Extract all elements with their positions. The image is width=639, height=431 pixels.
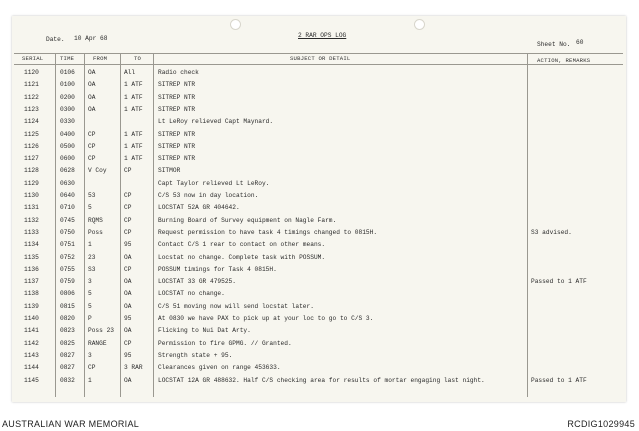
table-row	[0, 377, 639, 387]
from-cell: 5	[88, 204, 92, 212]
table-row	[0, 118, 639, 128]
from-cell: 3	[88, 278, 92, 286]
from-cell: RQMS	[88, 216, 103, 224]
sheet-label: Sheet No.	[537, 41, 571, 48]
to-cell: 1 ATF	[124, 155, 143, 163]
time-cell: 0751	[60, 241, 75, 249]
detail-cell: LOCSTAT 33 GR 479525.	[158, 278, 236, 286]
from-cell: 5	[88, 302, 92, 310]
table-row	[0, 69, 639, 79]
detail-cell: Request permission to have task 4 timings changed to 0815H.	[158, 228, 378, 236]
table-row	[0, 364, 639, 374]
detail-cell: Locstat no change. Complete task with POSSUM.	[158, 253, 326, 261]
header-top-rule	[14, 53, 623, 54]
time-cell: 0827	[60, 364, 75, 372]
detail-cell: Clearances given on range 453633.	[158, 364, 281, 372]
from-cell: CP	[88, 142, 96, 150]
from-cell: RANGE	[88, 339, 107, 347]
punch-hole-left	[230, 19, 241, 30]
detail-cell: SITREP NTR	[158, 81, 196, 89]
serial-cell: 1122	[24, 93, 39, 101]
to-cell: 3 RAR	[124, 364, 143, 372]
serial-cell: 1137	[24, 278, 39, 286]
from-cell: V Coy	[88, 167, 107, 175]
date-value: 10 Apr 68	[74, 35, 108, 42]
from-cell: 1	[88, 241, 92, 249]
table-row	[0, 254, 639, 264]
column-header-serial: SERIAL	[22, 55, 44, 62]
detail-cell: Burning Board of Survey equipment on Nagle Farm.	[158, 216, 337, 224]
to-cell: OA	[124, 327, 132, 335]
table-row	[0, 81, 639, 91]
time-cell: 0600	[60, 155, 75, 163]
from-cell: OA	[88, 93, 96, 101]
time-cell: 0640	[60, 192, 75, 199]
footer-archive-name: AUSTRALIAN WAR MEMORIAL	[2, 419, 140, 429]
to-cell: CP	[124, 167, 132, 175]
sheet-value: 60	[576, 39, 584, 46]
to-cell: 1 ATF	[124, 105, 143, 113]
serial-cell: 1121	[24, 81, 39, 89]
detail-cell: Contact C/S 1 rear to contact on other means.	[158, 241, 326, 249]
from-cell: OA	[88, 69, 96, 76]
table-row	[0, 106, 639, 116]
from-cell: 53	[88, 192, 96, 199]
detail-cell: Radio check	[158, 69, 199, 76]
to-cell: All	[124, 69, 136, 76]
to-cell: OA	[124, 290, 132, 298]
serial-cell: 1136	[24, 265, 39, 273]
from-cell: CP	[88, 155, 96, 163]
action-cell: S3 advised.	[531, 228, 572, 236]
action-cell: Passed to 1 ATF	[531, 376, 587, 384]
time-cell: 0815	[60, 302, 75, 310]
detail-cell: C/S 51 moving now will send locstat later.	[158, 302, 314, 310]
to-cell: CP	[124, 216, 132, 224]
punch-hole-right	[414, 19, 425, 30]
serial-cell: 1129	[24, 179, 39, 187]
to-cell: 1 ATF	[124, 93, 143, 101]
from-cell: Poss	[88, 228, 103, 236]
table-row	[0, 315, 639, 325]
from-cell: OA	[88, 81, 96, 89]
serial-cell: 1139	[24, 302, 39, 310]
serial-cell: 1132	[24, 216, 39, 224]
serial-cell: 1128	[24, 167, 39, 175]
serial-cell: 1133	[24, 228, 39, 236]
to-cell: OA	[124, 253, 132, 261]
serial-cell: 1125	[24, 130, 39, 138]
table-row	[0, 340, 639, 350]
from-cell: 5	[88, 290, 92, 298]
table-row	[0, 217, 639, 227]
serial-cell: 1135	[24, 253, 39, 261]
to-cell: 95	[124, 241, 132, 249]
table-row	[0, 352, 639, 362]
to-cell: 1 ATF	[124, 142, 143, 150]
time-cell: 0710	[60, 204, 75, 212]
time-cell: 0827	[60, 351, 75, 359]
detail-cell: Capt Taylor relieved Lt LeRoy.	[158, 179, 270, 187]
detail-cell: LOCSTAT 12A GR 488632. Half C/S checking area for results of mortar engaging last night.	[158, 376, 485, 384]
detail-cell: SITMOR	[158, 167, 181, 175]
table-row	[0, 204, 639, 214]
to-cell: OA	[124, 278, 132, 286]
detail-cell: Flicking to Nui Dat Arty.	[158, 327, 251, 335]
serial-cell: 1131	[24, 204, 39, 212]
header-bottom-rule	[14, 64, 623, 65]
time-cell: 0106	[60, 69, 75, 76]
time-cell: 0825	[60, 339, 75, 347]
from-cell: OA	[88, 105, 96, 113]
to-cell: 1 ATF	[124, 130, 143, 138]
serial-cell: 1123	[24, 105, 39, 113]
table-row	[0, 155, 639, 165]
time-cell: 0752	[60, 253, 75, 261]
to-cell: CP	[124, 339, 132, 347]
detail-cell: At 0830 we have PAX to pick up at your loc to go to C/S 3.	[158, 315, 374, 322]
table-row	[0, 131, 639, 141]
serial-cell: 1120	[24, 69, 39, 76]
from-cell: 3	[88, 351, 92, 359]
time-cell: 0400	[60, 130, 75, 138]
time-cell: 0500	[60, 142, 75, 150]
serial-cell: 1143	[24, 351, 39, 359]
detail-cell: SITREP NTR	[158, 93, 196, 101]
column-header-subject: SUBJECT OR DETAIL	[290, 55, 351, 62]
detail-cell: Lt LeRoy relieved Capt Maynard.	[158, 118, 274, 126]
detail-cell: SITREP NTR	[158, 155, 196, 163]
time-cell: 0832	[60, 376, 75, 384]
time-cell: 0200	[60, 93, 75, 101]
to-cell: CP	[124, 265, 132, 273]
table-row	[0, 143, 639, 153]
time-cell: 0820	[60, 315, 75, 322]
serial-cell: 1140	[24, 315, 39, 322]
table-row	[0, 266, 639, 276]
from-cell: Poss 23	[88, 327, 114, 335]
detail-cell: LOCSTAT 52A GR 404642.	[158, 204, 240, 212]
table-row	[0, 241, 639, 251]
to-cell: 95	[124, 351, 132, 359]
from-cell: CP	[88, 364, 96, 372]
to-cell: CP	[124, 228, 132, 236]
serial-cell: 1138	[24, 290, 39, 298]
serial-cell: 1134	[24, 241, 39, 249]
from-cell: 1	[88, 376, 92, 384]
time-cell: 0630	[60, 179, 75, 187]
detail-cell: SITREP NTR	[158, 142, 196, 150]
serial-cell: 1130	[24, 192, 39, 199]
table-row	[0, 327, 639, 337]
time-cell: 0745	[60, 216, 75, 224]
time-cell: 0759	[60, 278, 75, 286]
footer-record-id: RCDIG1029945	[567, 419, 635, 429]
column-header-action: ACTION, REMARKS	[537, 57, 591, 64]
detail-cell: SITREP NTR	[158, 105, 196, 113]
table-row	[0, 303, 639, 313]
detail-cell: LOCSTAT no change.	[158, 290, 225, 298]
from-cell: S3	[88, 265, 96, 273]
time-cell: 0628	[60, 167, 75, 175]
time-cell: 0750	[60, 228, 75, 236]
to-cell: CP	[124, 192, 132, 199]
to-cell: 1 ATF	[124, 81, 143, 89]
time-cell: 0330	[60, 118, 75, 126]
serial-cell: 1145	[24, 376, 39, 384]
table-row	[0, 278, 639, 288]
column-header-to: TO	[134, 55, 142, 62]
table-row	[0, 94, 639, 104]
table-row	[0, 192, 639, 202]
time-cell: 0100	[60, 81, 75, 89]
time-cell: 0300	[60, 105, 75, 113]
table-row	[0, 229, 639, 239]
detail-cell: Permission to fire GPMG. // Granted.	[158, 339, 292, 347]
serial-cell: 1124	[24, 118, 39, 126]
to-cell: 95	[124, 315, 132, 322]
detail-cell: POSSUM timings for Task 4 0815H.	[158, 265, 277, 273]
date-label: Date.	[46, 36, 65, 43]
page-title: 2 RAR OPS LOG	[298, 32, 347, 39]
table-row	[0, 290, 639, 300]
from-cell: CP	[88, 130, 96, 138]
detail-cell: Strength state + 95.	[158, 351, 233, 359]
serial-cell: 1142	[24, 339, 39, 347]
to-cell: CP	[124, 204, 132, 212]
to-cell: OA	[124, 302, 132, 310]
serial-cell: 1127	[24, 155, 39, 163]
table-row	[0, 180, 639, 190]
detail-cell: SITREP NTR	[158, 130, 196, 138]
from-cell: 23	[88, 253, 96, 261]
column-header-from: FROM	[93, 55, 108, 62]
time-cell: 0806	[60, 290, 75, 298]
time-cell: 0755	[60, 265, 75, 273]
action-cell: Passed to 1 ATF	[531, 278, 587, 286]
to-cell: OA	[124, 376, 132, 384]
serial-cell: 1141	[24, 327, 39, 335]
serial-cell: 1126	[24, 142, 39, 150]
detail-cell: C/S 53 now in day location.	[158, 192, 259, 199]
table-row	[0, 167, 639, 177]
column-header-time: TIME	[60, 55, 75, 62]
from-cell: P	[88, 315, 92, 322]
serial-cell: 1144	[24, 364, 39, 372]
time-cell: 0823	[60, 327, 75, 335]
